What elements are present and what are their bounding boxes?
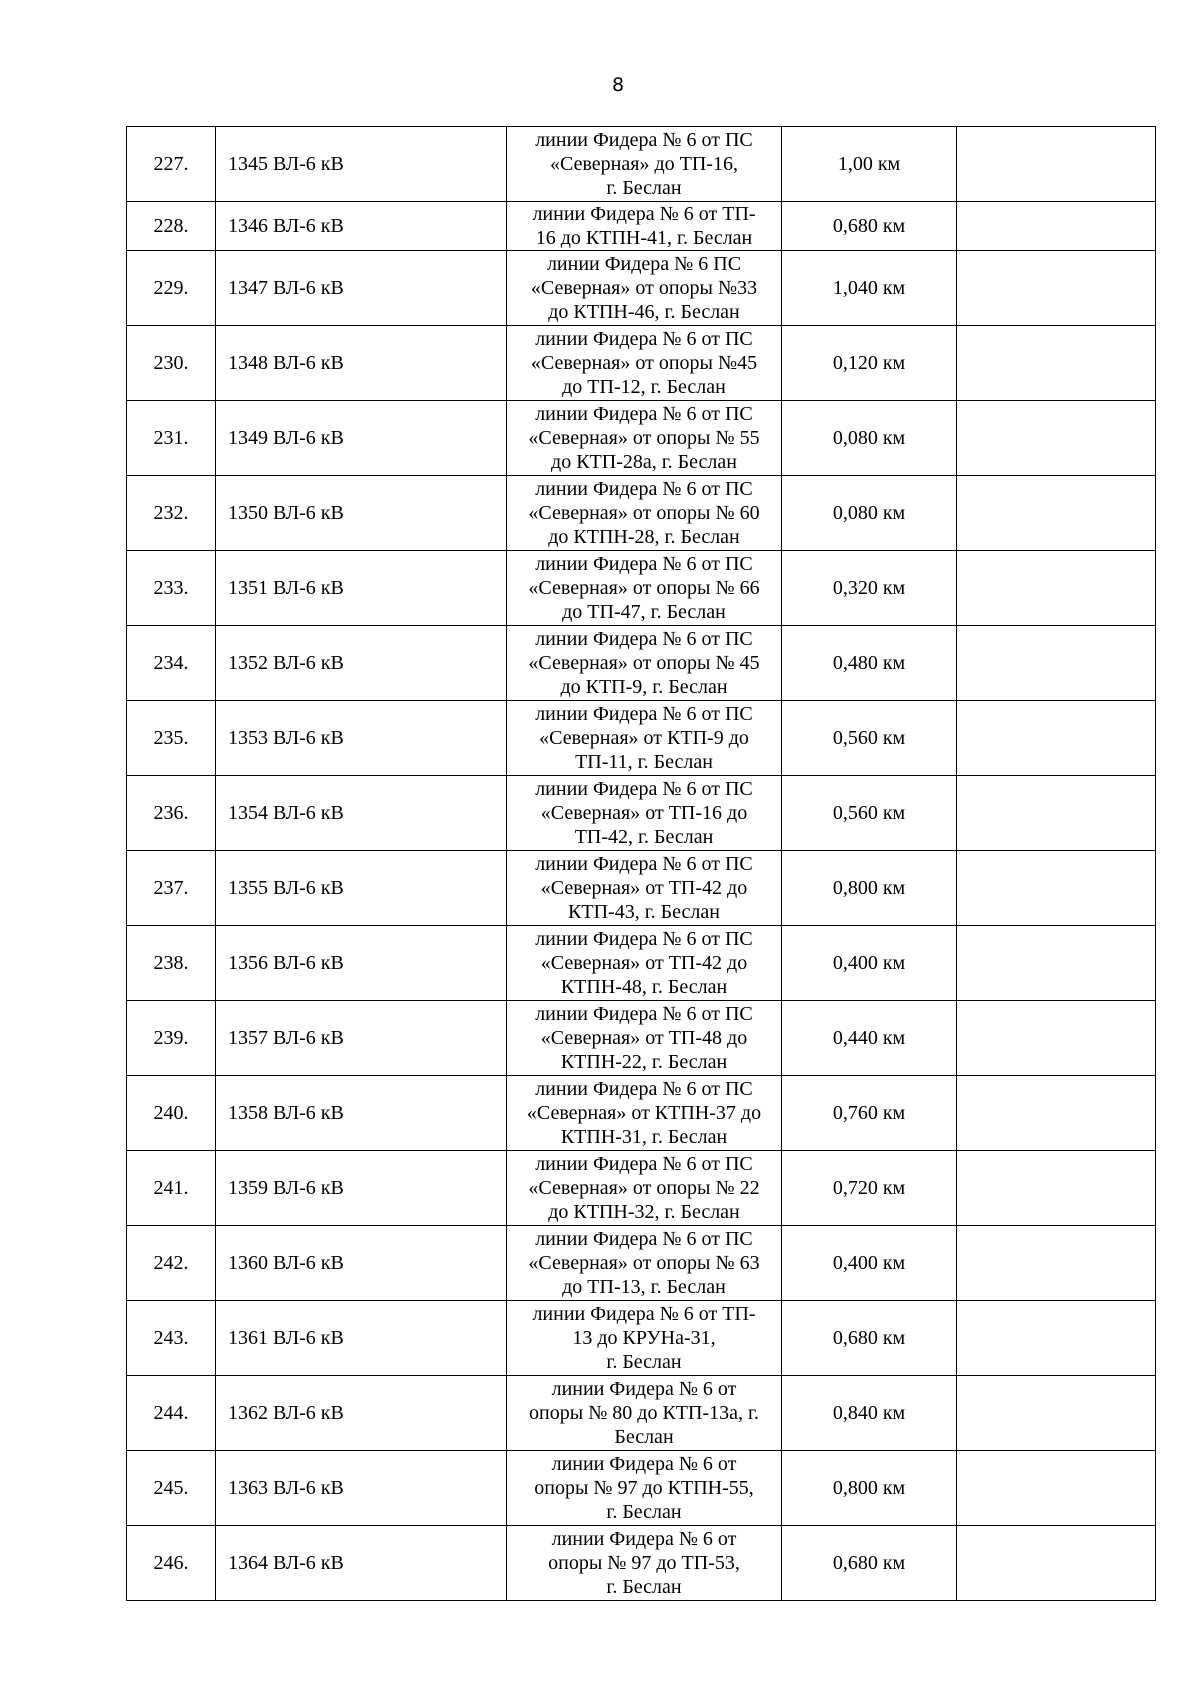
location-line: КТПН-48, г. Беслан [560,976,728,998]
note-cell [957,1451,1156,1526]
table-row [127,1076,1156,1151]
location-line: «Северная» от опоры №45 [530,352,758,374]
location-line: 16 до КТПН-41, г. Беслан [535,227,753,249]
row-number-cell: 243. [127,1301,216,1376]
table-row [127,701,1156,776]
location-line: 13 до КРУНа-31, [572,1327,716,1349]
location-cell [507,1526,782,1601]
object-name-cell: 1357 ВЛ-6 кВ [216,1001,507,1076]
location-cell [507,401,782,476]
length-cell: 0,680 км [782,1526,957,1601]
location-cell [507,202,782,251]
location-line: «Северная» от ТП-16 до [540,802,748,824]
location-line: линии Фидера № 6 от ТП- [532,1303,756,1325]
object-name-cell: 1350 ВЛ-6 кВ [216,476,507,551]
row-number-cell: 227. [127,127,216,202]
location-line: линии Фидера № 6 от [551,1528,737,1550]
location-cell [507,476,782,551]
table-row [127,1151,1156,1226]
table-row [127,1376,1156,1451]
object-name-cell: 1348 ВЛ-6 кВ [216,326,507,401]
row-number-cell: 240. [127,1076,216,1151]
object-name-cell: 1346 ВЛ-6 кВ [216,202,507,251]
location-line: г. Беслан [606,1501,682,1523]
object-name-cell: 1356 ВЛ-6 кВ [216,926,507,1001]
object-name-cell: 1349 ВЛ-6 кВ [216,401,507,476]
table-row [127,1451,1156,1526]
row-number-cell: 241. [127,1151,216,1226]
location-line: «Северная» от опоры № 66 [528,577,760,599]
note-cell [957,401,1156,476]
table-row [127,1226,1156,1301]
object-name-cell: 1358 ВЛ-6 кВ [216,1076,507,1151]
length-cell: 0,320 км [782,551,957,626]
table-row [127,1301,1156,1376]
registry-table-body [127,127,1156,1601]
location-line: Беслан [614,1426,674,1448]
location-line: до КТПН-28, г. Беслан [548,526,740,548]
note-cell [957,251,1156,326]
location-line: ТП-11, г. Беслан [575,751,713,773]
location-line: «Северная» от ТП-42 до [540,877,748,899]
table-row [127,1001,1156,1076]
location-line: до ТП-12, г. Беслан [562,376,726,398]
object-name-cell: 1362 ВЛ-6 кВ [216,1376,507,1451]
length-cell: 0,800 км [782,851,957,926]
location-line: линии Фидера № 6 от [551,1378,737,1400]
note-cell [957,1301,1156,1376]
location-line: КТПН-31, г. Беслан [560,1126,728,1148]
object-name-cell: 1359 ВЛ-6 кВ [216,1151,507,1226]
object-name-cell: 1351 ВЛ-6 кВ [216,551,507,626]
table-row [127,851,1156,926]
length-cell: 0,440 км [782,1001,957,1076]
object-name-cell: 1353 ВЛ-6 кВ [216,701,507,776]
location-line: линии Фидера № 6 от ПС [535,1078,753,1100]
length-cell: 0,720 км [782,1151,957,1226]
length-cell: 0,680 км [782,1301,957,1376]
row-number-cell: 228. [127,202,216,251]
location-line: линии Фидера № 6 от ПС [535,478,753,500]
location-line: линии Фидера № 6 от ПС [535,928,753,950]
note-cell [957,1526,1156,1601]
table-row [127,202,1156,251]
row-number-cell: 232. [127,476,216,551]
table-row [127,626,1156,701]
note-cell [957,851,1156,926]
note-cell [957,326,1156,401]
location-line: линии Фидера № 6 от ПС [535,1228,753,1250]
location-line: линии Фидера № 6 от ПС [535,129,753,151]
row-number-cell: 242. [127,1226,216,1301]
location-line: линии Фидера № 6 от [551,1453,737,1475]
location-line: линии Фидера № 6 от ПС [535,328,753,350]
location-cell [507,1001,782,1076]
note-cell [957,701,1156,776]
location-line: до ТП-13, г. Беслан [562,1276,726,1298]
location-line: линии Фидера № 6 от ПС [535,553,753,575]
location-line: линии Фидера № 6 от ПС [535,1003,753,1025]
location-line: линии Фидера № 6 от ПС [535,778,753,800]
object-name-cell: 1352 ВЛ-6 кВ [216,626,507,701]
location-line: «Северная» от опоры №33 [530,277,758,299]
location-line: «Северная» от опоры № 22 [528,1177,760,1199]
location-line: «Северная» от ТП-48 до [540,1027,748,1049]
note-cell [957,127,1156,202]
location-line: линии Фидера № 6 от ПС [535,703,753,725]
location-cell [507,926,782,1001]
length-cell: 0,480 км [782,626,957,701]
table-row [127,1526,1156,1601]
location-line: «Северная» от КТПН-37 до [526,1102,762,1124]
location-line: «Северная» от опоры № 63 [528,1252,760,1274]
location-line: до КТП-9, г. Беслан [560,676,728,698]
location-line: «Северная» от ТП-42 до [540,952,748,974]
row-number-cell: 230. [127,326,216,401]
length-cell: 0,760 км [782,1076,957,1151]
row-number-cell: 233. [127,551,216,626]
object-name-cell: 1355 ВЛ-6 кВ [216,851,507,926]
location-cell [507,1301,782,1376]
length-cell: 0,800 км [782,1451,957,1526]
location-line: опоры № 97 до ТП-53, [548,1552,740,1574]
row-number-cell: 246. [127,1526,216,1601]
note-cell [957,926,1156,1001]
note-cell [957,1226,1156,1301]
length-cell: 0,840 км [782,1376,957,1451]
location-cell [507,251,782,326]
table-row [127,326,1156,401]
location-cell [507,626,782,701]
location-line: линии Фидера № 6 ПС [546,253,742,275]
location-cell [507,1376,782,1451]
row-number-cell: 234. [127,626,216,701]
length-cell: 1,040 км [782,251,957,326]
length-cell: 0,560 км [782,701,957,776]
row-number-cell: 245. [127,1451,216,1526]
location-line: г. Беслан [606,1576,682,1598]
note-cell [957,1151,1156,1226]
object-name-cell: 1345 ВЛ-6 кВ [216,127,507,202]
table-row [127,551,1156,626]
note-cell [957,626,1156,701]
location-cell [507,551,782,626]
location-line: «Северная» от опоры № 60 [528,502,760,524]
length-cell: 0,400 км [782,926,957,1001]
note-cell [957,551,1156,626]
location-line: опоры № 97 до КТПН-55, [534,1477,754,1499]
length-cell: 1,00 км [782,127,957,202]
location-cell [507,1451,782,1526]
row-number-cell: 231. [127,401,216,476]
location-line: до КТПН-46, г. Беслан [548,301,740,323]
location-cell [507,1151,782,1226]
location-line: г. Беслан [606,177,682,199]
location-line: линии Фидера № 6 от ПС [535,403,753,425]
location-cell [507,127,782,202]
length-cell: 0,120 км [782,326,957,401]
length-cell: 0,080 км [782,401,957,476]
location-cell [507,701,782,776]
object-name-cell: 1364 ВЛ-6 кВ [216,1526,507,1601]
location-line: линии Фидера № 6 от ТП- [532,203,756,225]
location-cell [507,1076,782,1151]
table-row [127,127,1156,202]
table-row [127,251,1156,326]
location-line: линии Фидера № 6 от ПС [535,628,753,650]
location-line: до КТПН-32, г. Беслан [548,1201,740,1223]
location-line: «Северная» от опоры № 55 [528,427,760,449]
table-row [127,776,1156,851]
page-number: 8 [611,74,625,96]
location-cell [507,776,782,851]
location-line: линии Фидера № 6 от ПС [535,1153,753,1175]
location-line: КТПН-22, г. Беслан [560,1051,728,1073]
object-name-cell: 1360 ВЛ-6 кВ [216,1226,507,1301]
location-line: до ТП-47, г. Беслан [562,601,726,623]
table-row [127,401,1156,476]
location-line: КТП-43, г. Беслан [568,901,720,923]
row-number-cell: 237. [127,851,216,926]
note-cell [957,776,1156,851]
note-cell [957,1001,1156,1076]
length-cell: 0,400 км [782,1226,957,1301]
object-name-cell: 1347 ВЛ-6 кВ [216,251,507,326]
location-cell [507,326,782,401]
location-cell [507,1226,782,1301]
row-number-cell: 239. [127,1001,216,1076]
row-number-cell: 229. [127,251,216,326]
row-number-cell: 238. [127,926,216,1001]
location-line: «Северная» до ТП-16, [550,153,738,175]
object-name-cell: 1361 ВЛ-6 кВ [216,1301,507,1376]
length-cell: 0,560 км [782,776,957,851]
note-cell [957,476,1156,551]
location-line: г. Беслан [606,1351,682,1373]
table-row [127,926,1156,1001]
object-name-cell: 1354 ВЛ-6 кВ [216,776,507,851]
location-line: опоры № 80 до КТП-13а, г. [529,1402,759,1424]
location-line: линии Фидера № 6 от ПС [535,853,753,875]
location-line: «Северная» от КТП-9 до [539,727,749,749]
registry-table [126,126,1156,1601]
row-number-cell: 244. [127,1376,216,1451]
length-cell: 0,680 км [782,202,957,251]
row-number-cell: 235. [127,701,216,776]
location-line: ТП-42, г. Беслан [574,826,714,848]
note-cell [957,202,1156,251]
location-cell [507,851,782,926]
note-cell [957,1076,1156,1151]
location-line: «Северная» от опоры № 45 [528,652,760,674]
object-name-cell: 1363 ВЛ-6 кВ [216,1451,507,1526]
note-cell [957,1376,1156,1451]
length-cell: 0,080 км [782,476,957,551]
table-row [127,476,1156,551]
location-line: до КТП-28а, г. Беслан [551,451,737,473]
row-number-cell: 236. [127,776,216,851]
